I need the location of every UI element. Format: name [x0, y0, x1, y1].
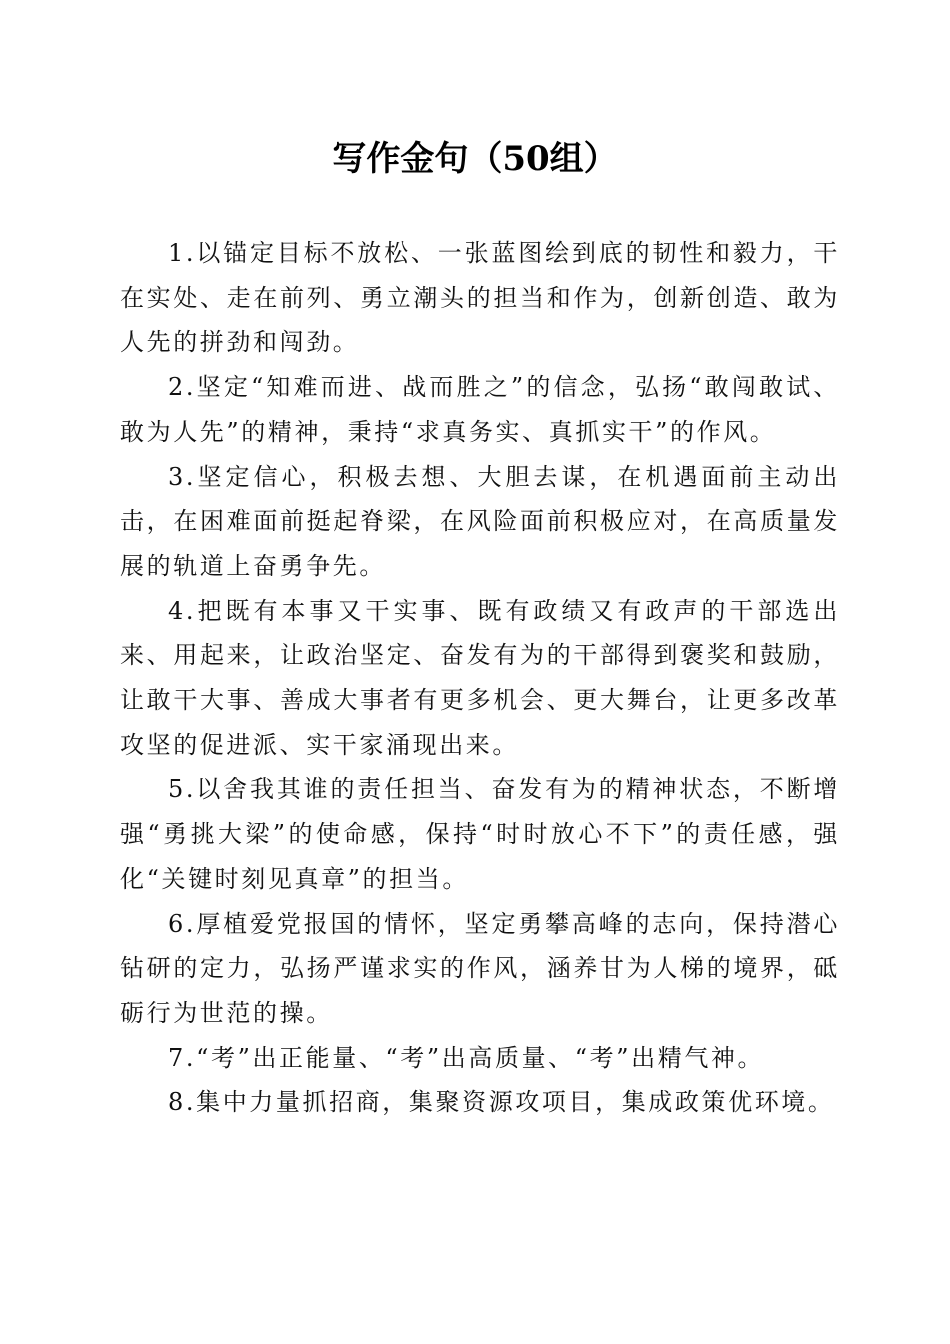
paragraph-1: 1.以锚定目标不放松、一张蓝图绘到底的韧性和毅力，干在实处、走在前列、勇立潮头的担当和作为，创新创造、敢为人先的拼劲和闯劲。 — [120, 239, 840, 357]
paragraph-3: 3.坚定信心，积极去想、大胆去谋，在机遇面前主动出击，在困难面前挺起脊梁，在风险面前积极应对，在高质量发展的轨道上奋勇争先。 — [120, 462, 840, 580]
paragraph-4: 4.把既有本事又干实事、既有政绩又有政声的干部选出来、用起来，让政治坚定、奋发有为的干部得到褒奖和鼓励，让敢干大事、善成大事者有更多机会、更大舞台，让更多改革攻坚的促进派、实干家涌现出来。 — [120, 596, 840, 759]
paragraph-5: 5.以舍我其谁的责任担当、奋发有为的精神状态，不断增强“勇挑大梁”的使命感，保持“时时放心不下”的责任感，强化“关键时刻见真章”的担当。 — [120, 775, 840, 893]
paragraph-6: 6.厚植爱党报国的情怀，坚定勇攀高峰的志向，保持潜心钻研的定力，弘扬严谨求实的作风，涵养甘为人梯的境界，砥砺行为世范的操。 — [120, 909, 840, 1027]
document-title: 写作金句（50组） — [332, 139, 618, 179]
document-body — [120, 231, 840, 1125]
paragraph-8: 8.集中力量抓招商，集聚资源攻项目，集成政策优环境。 — [168, 1088, 835, 1117]
paragraph-7: 7.“考”出正能量、“考”出高质量、“考”出精气神。 — [168, 1043, 765, 1072]
paragraph-2: 2.坚定“知难而进、战而胜之”的信念，弘扬“敢闯敢试、敢为人先”的精神，秉持“求真务实、真抓实干”的作风。 — [120, 373, 840, 446]
